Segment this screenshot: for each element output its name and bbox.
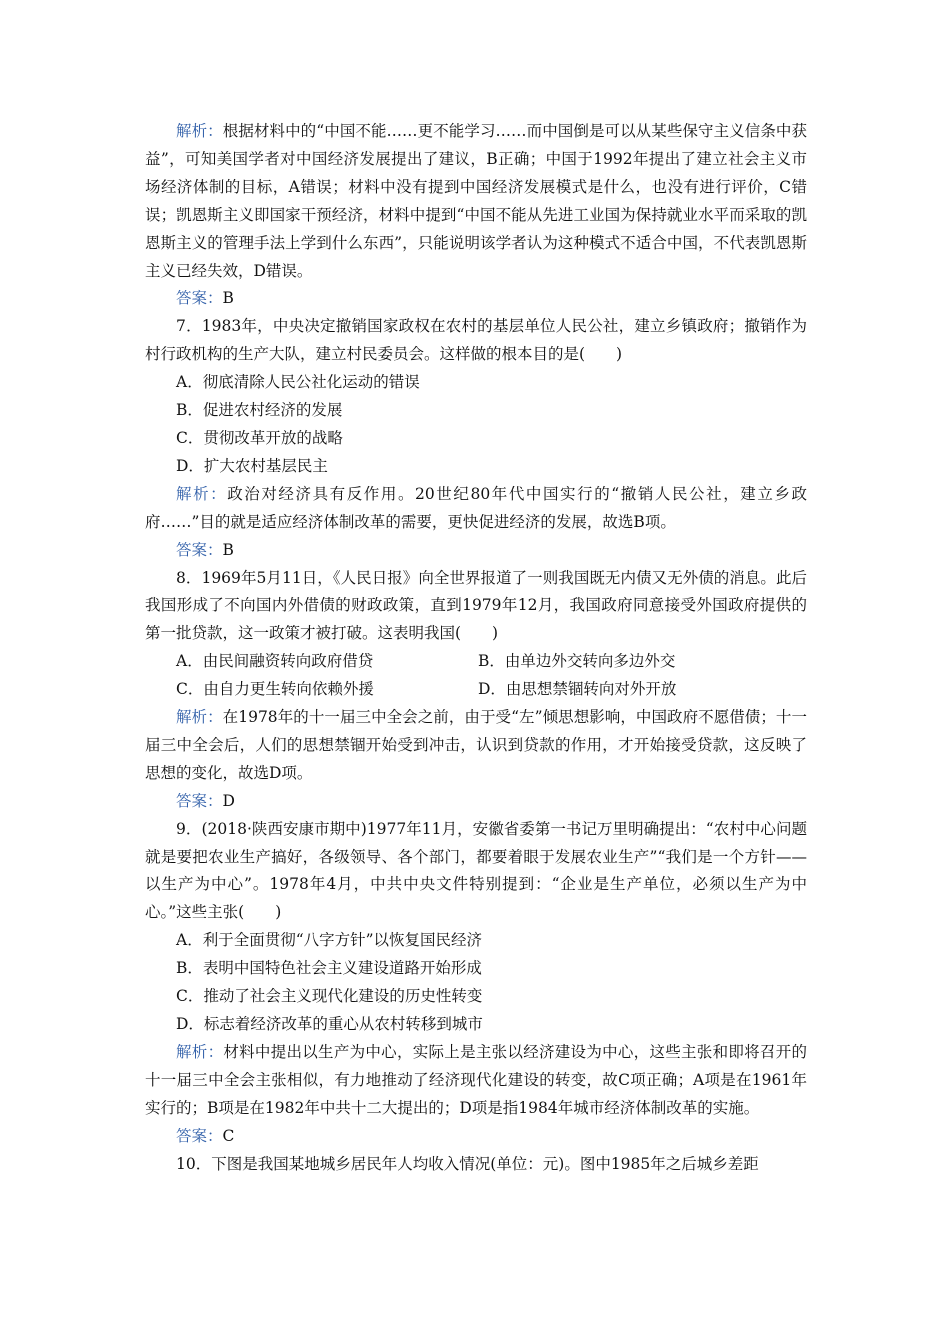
- option-8d: D．由思想禁锢转向对外开放: [478, 680, 677, 699]
- option-9c: C．推动了社会主义现代化建设的历史性转变: [176, 987, 483, 1006]
- analysis-text: 根据材料中的“中国不能……更不能学习……而中国倒是可以从某些保守主义信条中获益”，可知美国学者对中国经济发展提出了建议，B正确；中国于1992年提出了建立社会主义市场经济体制的目标，A错误；材料中没有提到中国经济发展模式是什么，也没有进行评价，C错误；凯恩斯主义即国家干预经济，材料中提到“中国不能从先进工业国为保持就业水平而采取的凯恩斯主义的管理手法上学到什么东西”，只能说明该学者认为这种模式不适合中国，不代表凯恩斯主义已经失效，D错误。: [145, 122, 807, 280]
- analysis-q9: [145, 1039, 807, 1123]
- answer-text: B: [222, 289, 234, 308]
- option-9d: D．标志着经济改革的重心从农村转移到城市: [176, 1015, 483, 1033]
- analysis-text: 材料中提出以生产为中心，实际上是主张以经济建设为中心，这些主张和即将召开的十一届三中全会主张相似，有力地推动了经济现代化建设的转变，故C项正确；A项是在1961年实行的；B项是在1982年中共十二大提出的；D项是指1984年城市经济体制改革的实施。: [145, 1042, 807, 1117]
- answer-label: 答案：: [176, 540, 223, 559]
- answer-text: D: [222, 791, 235, 810]
- answer-label: 答案：: [176, 289, 223, 308]
- answer-q6: [145, 285, 807, 313]
- answer-q9: [145, 1123, 807, 1151]
- question-7: 7．1983年，中央决定撤销国家政权在农村的基层单位人民公社，建立乡镇政府；撤销作为村行政机构的生产大队，建立村民委员会。这样做的根本目的是( ): [145, 317, 807, 364]
- option-9b: B．表明中国特色社会主义建设道路开始形成: [176, 959, 482, 978]
- analysis-q8: [145, 704, 807, 788]
- analysis-label: 解析：: [176, 484, 228, 503]
- question-9: 9．(2018·陕西安康市期中)1977年11月，安徽省委第一书记万里明确提出：“农村中心问题就是要把农业生产搞好，各级领导、各个部门，都要着眼于发展农业生产”“我们是一个方针——以生产为中心”。1978年4月，中共中央文件特别提到：“企业是生产单位，必须以生产为中心。”这些主张( ): [145, 819, 807, 922]
- option-7b: B．促进农村经济的发展: [176, 401, 343, 420]
- option-7c: C．贯彻改革开放的战略: [176, 428, 343, 447]
- option-8b: B．由单边外交转向多边外交: [478, 652, 676, 671]
- analysis-q7: [145, 481, 807, 537]
- analysis-text: 政治对经济具有反作用。20世纪80年代中国实行的“撤销人民公社，建立乡政府……”目的就是适应经济体制改革的需要，更快促进经济的发展，故选B项。: [145, 484, 807, 531]
- option-8a: A．由民间融资转向政府借贷: [176, 652, 374, 671]
- option-7d: D．扩大农村基层民主: [176, 456, 328, 475]
- analysis-text: 在1978年的十一届三中全会之前，由于受“左”倾思想影响，中国政府不愿借债；十一届三中全会后，人们的思想禁锢开始受到冲击，认识到贷款的作用，才开始接受贷款，这反映了思想的变化，故选D项。: [145, 708, 807, 782]
- answer-label: 答案：: [176, 791, 223, 810]
- option-8c: C．由自力更生转向依赖外援: [176, 680, 374, 699]
- options-row-8cd: [145, 676, 807, 704]
- analysis-label: 解析：: [176, 122, 223, 140]
- answer-text: C: [222, 1126, 235, 1145]
- document-page: [145, 118, 807, 1178]
- analysis-label: 解析：: [176, 708, 223, 727]
- answer-q8: [145, 788, 807, 816]
- question-8: 8．1969年5月11日，《人民日报》向全世界报道了一则我国既无内债又无外债的消息。此后我国形成了不向国内外借债的财政政策，直到1979年12月，我国政府同意接受外国政府提供的第一批贷款，这一政策才被打破。这表明我国( ): [145, 568, 807, 643]
- answer-q7: [145, 537, 807, 565]
- question-10: 10．下图是我国某地城乡居民年人均收入情况(单位：元)。图中1985年之后城乡差距: [176, 1154, 759, 1173]
- option-9a: A．利于全面贯彻“八字方针”以恢复国民经济: [176, 931, 483, 950]
- analysis-q6: [145, 118, 807, 285]
- options-row-8ab: [145, 648, 807, 676]
- answer-label: 答案：: [176, 1126, 223, 1145]
- option-7a: A．彻底清除人民公社化运动的错误: [176, 373, 420, 392]
- analysis-label: 解析：: [176, 1042, 224, 1061]
- answer-text: B: [222, 540, 234, 559]
